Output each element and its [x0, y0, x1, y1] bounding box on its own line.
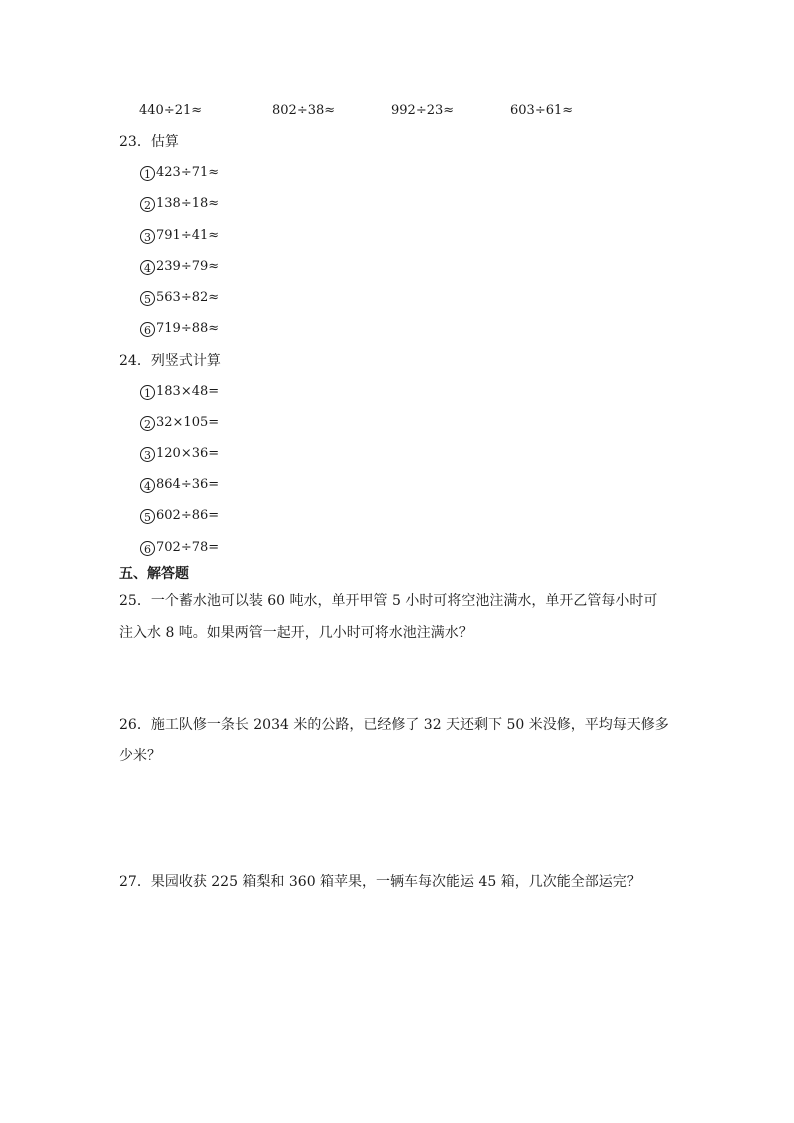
q24-item	[140, 446, 219, 462]
expression: 138÷18≈	[156, 196, 220, 211]
expression: 791÷41≈	[156, 228, 220, 243]
expression: 602÷86=	[156, 508, 220, 523]
expression: 32×105=	[156, 415, 220, 430]
q24-item	[140, 415, 219, 431]
circled-number: 1	[140, 166, 155, 181]
question-25-line2: 注入水 8 吨。如果两管一起开，几小时可将水池注满水？	[119, 625, 473, 641]
q24-item	[140, 540, 219, 556]
q23-item	[140, 259, 219, 275]
expression: 239÷79≈	[156, 259, 220, 274]
q23-item	[140, 321, 219, 337]
question-26-line2: 少米？	[119, 748, 161, 764]
expression: 183×48=	[156, 384, 220, 399]
circled-number: 2	[140, 416, 155, 431]
circled-number: 4	[140, 260, 155, 275]
question-26-line1: 26．施工队修一条长 2034 米的公路，已经修了 32 天还剩下 50 米没修，平均每天修多	[119, 717, 669, 733]
q24-item	[140, 477, 219, 493]
circled-number: 4	[140, 478, 155, 493]
estimate-expr: 802÷38≈	[272, 103, 336, 118]
circled-number: 2	[140, 197, 155, 212]
circled-number: 1	[140, 385, 155, 400]
section-title: 五、解答题	[119, 566, 189, 582]
estimate-expr: 603÷61≈	[510, 103, 574, 118]
q24-item	[140, 384, 219, 400]
expression: 702÷78=	[156, 540, 220, 555]
expression: 423÷71≈	[156, 165, 220, 180]
expression: 864÷36=	[156, 477, 220, 492]
question-27-line1: 27．果园收获 225 箱梨和 360 箱苹果，一辆车每次能运 45 箱，几次能全部运完？	[119, 874, 641, 890]
circled-number: 6	[140, 541, 155, 556]
q23-item	[140, 196, 219, 212]
question-25-line1: 25．一个蓄水池可以装 60 吨水，单开甲管 5 小时可将空池注满水，单开乙管每小时可	[119, 593, 658, 609]
q23-item	[140, 290, 219, 306]
q23-item	[140, 165, 219, 181]
expression: 120×36=	[156, 446, 220, 461]
q23-item	[140, 228, 219, 244]
circled-number: 5	[140, 291, 155, 306]
question-23-title: 23．估算	[119, 134, 179, 150]
expression: 563÷82≈	[156, 290, 220, 305]
expression: 719÷88≈	[156, 321, 220, 336]
circled-number: 3	[140, 447, 155, 462]
circled-number: 6	[140, 322, 155, 337]
estimate-expr: 992÷23≈	[391, 103, 455, 118]
q24-item	[140, 508, 219, 524]
estimate-expr: 440÷21≈	[139, 103, 203, 118]
circled-number: 3	[140, 229, 155, 244]
circled-number: 5	[140, 509, 155, 524]
question-24-title: 24．列竖式计算	[119, 353, 221, 369]
